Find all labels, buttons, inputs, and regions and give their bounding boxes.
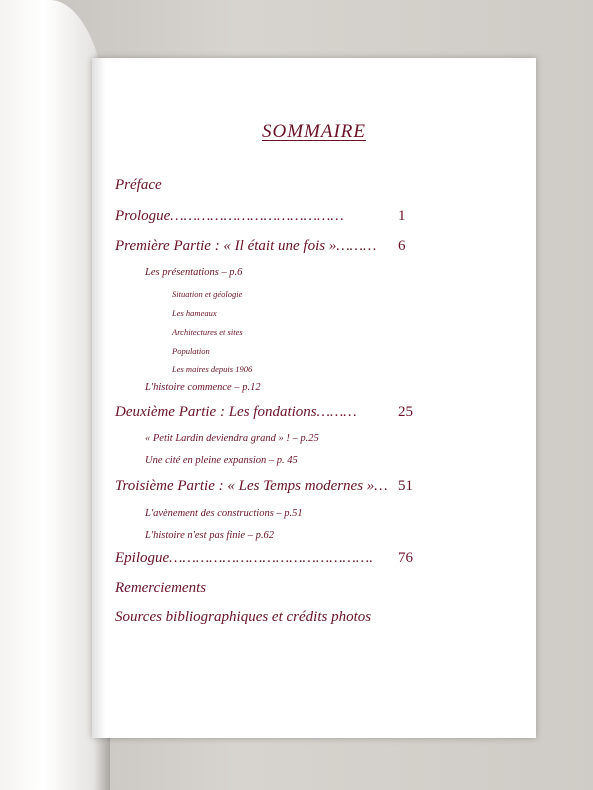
toc-entry-petit-lardin [145, 433, 319, 444]
toc-entry-label: Deuxième Partie : Les fondations……… [115, 404, 357, 420]
toc-entry-histoire-pas-finie [145, 530, 274, 541]
toc-entry-page: 25 [398, 404, 413, 420]
toc-entry-preface [115, 177, 162, 194]
toc-entry-sources [115, 609, 371, 626]
toc-entry-label: L'histoire n'est pas finie – p.62 [145, 530, 274, 541]
toc-entry-label: Première Partie : « Il était une fois »……… [115, 238, 377, 254]
toc-entry-label: Epilogue………………………………………. [115, 550, 373, 566]
toc-entry-label: Préface [115, 177, 162, 193]
toc-entry-part-two [115, 404, 413, 421]
toc-entry-label: Troisième Partie : « Les Temps modernes »… [115, 478, 388, 494]
toc-entry-label: Population [172, 346, 210, 356]
toc-entry-label: Sources bibliographiques et crédits photos [115, 609, 372, 625]
toc-entry-label: L'avènement des constructions – p.51 [145, 508, 303, 519]
toc-entry-remerciements [115, 580, 206, 597]
toc-entry-avenement [145, 508, 303, 519]
toc-entry-label: Une cité en pleine expansion – p. 45 [145, 455, 298, 466]
toc-entry-label: « Petit Lardin deviendra grand » ! – p.25 [145, 433, 319, 444]
toc-entry-label: Les hameaux [172, 308, 217, 318]
book-page [92, 58, 536, 738]
toc-entry-maires [172, 364, 252, 374]
toc-entry-page: 51 [398, 478, 413, 494]
toc-entry-label: Situation et géologie [172, 289, 243, 299]
toc-entry-situation [172, 289, 242, 299]
toc-entry-label: Prologue………………………………… [115, 208, 344, 224]
toc-entry-population [172, 346, 210, 356]
toc-entry-label: Remerciements [115, 580, 207, 596]
spine-shadow [92, 58, 106, 738]
toc-entry-hameaux [172, 308, 217, 318]
toc-entry-page: 76 [398, 550, 413, 566]
toc-entry-presentations [145, 267, 242, 278]
toc-entry-label: Les présentations – p.6 [145, 267, 243, 278]
toc-entry-page: 1 [398, 208, 406, 224]
toc-entry-cite-expansion [145, 455, 298, 466]
toc-entry-page: 6 [398, 238, 406, 254]
toc-entry-part-one [115, 238, 406, 255]
toc-entry-prologue [115, 208, 406, 225]
toc-entry-label: L'histoire commence – p.12 [145, 382, 261, 393]
toc-entry-part-three [115, 478, 413, 495]
toc-entry-label: Les maires depuis 1906 [172, 364, 253, 374]
toc-entry-epilogue [115, 550, 413, 567]
toc-entry-label: Architectures et sites [172, 327, 243, 337]
toc-entry-histoire-commence [145, 382, 261, 393]
page-title: SOMMAIRE [261, 121, 367, 142]
toc-entry-architectures [172, 327, 243, 337]
